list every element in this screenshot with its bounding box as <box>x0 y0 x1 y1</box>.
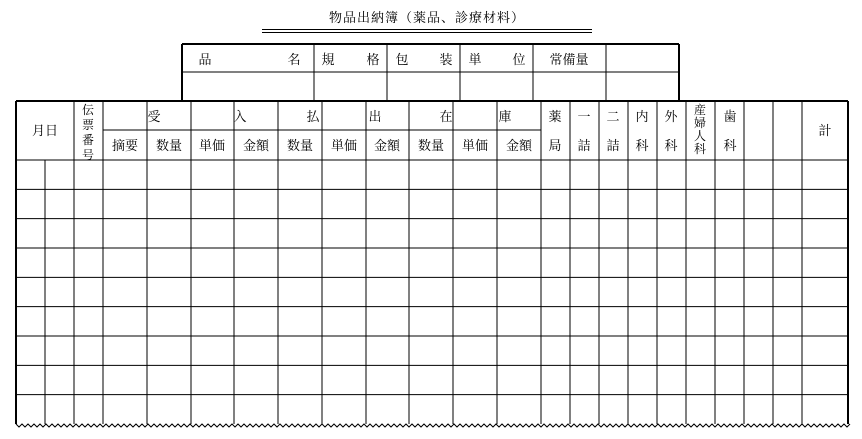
torn-bottom-edge <box>16 424 850 427</box>
subheader-cell: 金額 <box>373 139 401 154</box>
header-month-day: 月日 <box>31 124 59 139</box>
subheader-cell: 摘要 <box>111 139 139 154</box>
label-hinmei: 名 <box>287 53 301 68</box>
header-yakkyoku: 局 <box>548 139 562 154</box>
header-denpyo: 番 <box>81 133 95 147</box>
header-denpyo: 伝 <box>81 103 95 117</box>
header-kei: 計 <box>818 124 832 139</box>
header-harai: 払 <box>306 110 320 125</box>
subheader-cell: 数量 <box>155 139 183 154</box>
header-ni: 詰 <box>606 139 620 154</box>
header-ichi: 一 <box>577 110 591 125</box>
header-sanfujinka: 科 <box>693 142 707 156</box>
label-kikaku: 格 <box>366 53 380 68</box>
label-housou: 包 <box>395 53 409 68</box>
label-kikaku: 規 <box>321 53 335 68</box>
header-harai: 出 <box>368 110 382 125</box>
header-ni: 二 <box>606 110 620 125</box>
subheader-cell: 金額 <box>242 139 270 154</box>
header-naika: 科 <box>635 139 649 154</box>
header-denpyo: 号 <box>81 148 95 162</box>
subheader-cell: 金額 <box>505 139 533 154</box>
header-naika: 内 <box>635 110 649 125</box>
form-title-text: 物品出納簿（薬品、診療材料） <box>328 11 525 26</box>
header-sanfujinka: 婦 <box>693 116 707 130</box>
header-geka: 科 <box>664 139 678 154</box>
header-denpyo: 票 <box>81 118 95 132</box>
subheader-cell: 単価 <box>330 139 358 154</box>
label-hinmei: 品 <box>198 53 212 68</box>
label-tani: 単 <box>468 53 482 68</box>
subheader-cell: 数量 <box>417 139 445 154</box>
header-uke: 入 <box>233 110 247 125</box>
label-tani: 位 <box>512 53 526 68</box>
header-sanfujinka: 人 <box>693 129 707 143</box>
subheader-cell: 単価 <box>198 139 226 154</box>
header-uke: 受 <box>147 110 161 125</box>
header-shika: 歯 <box>723 110 737 125</box>
subheader-cell: 単価 <box>461 139 489 154</box>
label-joubiryou: 常備量 <box>549 53 589 68</box>
header-geka: 外 <box>664 110 678 125</box>
header-sanfujinka: 産 <box>693 103 707 117</box>
header-zaiko: 在 <box>439 110 453 125</box>
label-housou: 装 <box>439 53 453 68</box>
subheader-cell: 数量 <box>286 139 314 154</box>
header-shika: 科 <box>723 139 737 154</box>
header-ichi: 詰 <box>577 139 591 154</box>
header-zaiko: 庫 <box>498 110 512 125</box>
header-yakkyoku: 薬 <box>548 110 562 125</box>
